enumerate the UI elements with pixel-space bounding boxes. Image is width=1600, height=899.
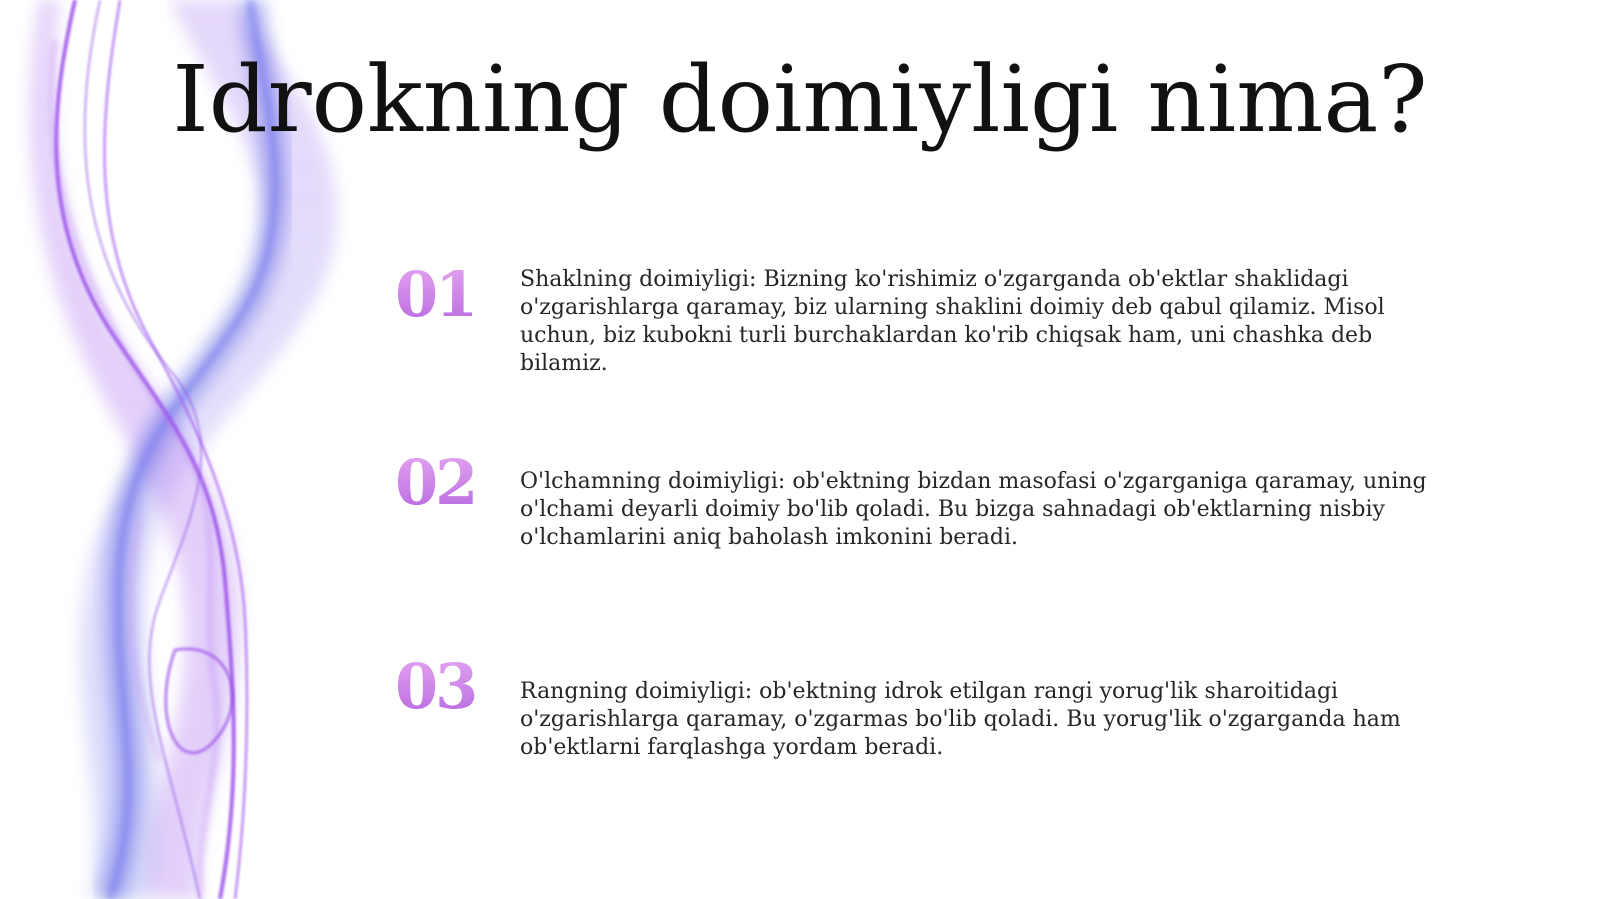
item-text: O'lchamning doimiyligi: ob'ektning bizdan masofasi o'zgarganiga qaramay, uning o'lchami deyarli doimiy bo'lib qoladi. Bu bizga sahnadagi ob'ektlarning nisbiy o'lchamlarini aniq baholash imkonini beradi. (520, 469, 1427, 550)
item-number: 01 (395, 258, 476, 331)
item-number: 03 (395, 650, 476, 723)
item-text: Rangning doimiyligi: ob'ektning idrok etilgan rangi yorug'lik sharoitidagi o'zgarishlarga qaramay, o'zgarmas bo'lib qoladi. Bu yorug'lik o'zgarganda ham ob'ektlarni farqlashga yordam beradi. (520, 679, 1401, 760)
item-text: Shaklning doimiyligi: Bizning ko'rishimiz o'zgarganda ob'ektlar shaklidagi o'zgarishlarga qaramay, biz ularning shaklini doimiy deb qabul qilamiz. Misol uchun, biz kubokni turli burchaklardan ko'rib chiqsak ham, uni chashka deb bilamiz. (520, 267, 1385, 376)
item-number: 02 (395, 446, 476, 519)
slide-title: Idrokning doimiyligi nima? (172, 46, 1428, 153)
